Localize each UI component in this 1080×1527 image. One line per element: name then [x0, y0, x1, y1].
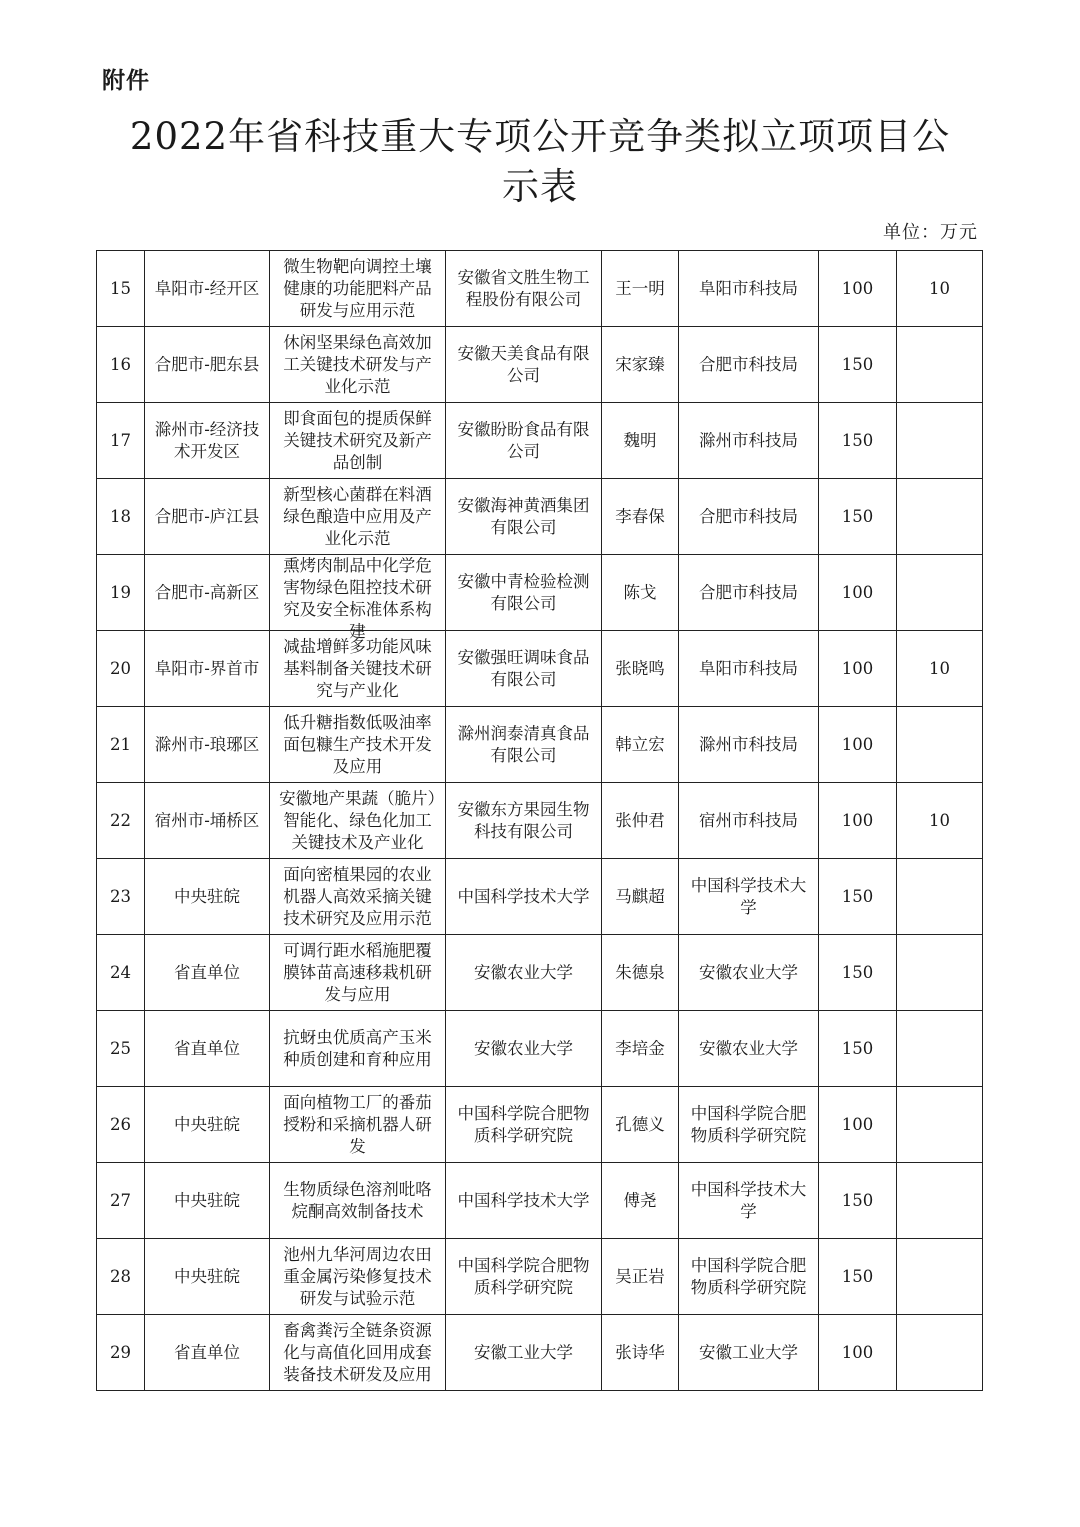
- cell-funding-amount-text: 100: [841, 278, 874, 298]
- cell-undertaking-unit: [446, 859, 602, 935]
- cell-project-leader: [602, 1239, 679, 1315]
- page-title-line-1: 2022年省科技重大专项公开竞争类拟立项项目公: [129, 115, 951, 158]
- page-title: [100, 112, 980, 212]
- cell-undertaking-unit: [446, 1087, 602, 1163]
- cell-project-leader: [602, 1087, 679, 1163]
- cell-project-leader: [602, 403, 679, 479]
- cell-number-text: 28: [110, 1266, 131, 1286]
- cell-competent-department-text: 合肥市科技局: [699, 354, 798, 374]
- cell-competent-department-text: 中国科学技术大学: [690, 1179, 807, 1221]
- cell-project-name-text: 面向密植果园的农业机器人高效采摘关键技术研究及应用示范: [283, 864, 432, 928]
- cell-region-text: 合肥市-肥东县: [154, 354, 260, 374]
- cell-project-leader-text: 陈戈: [623, 582, 657, 602]
- cell-region: [145, 327, 270, 403]
- cell-funding-amount-text: 150: [841, 354, 874, 374]
- cell-competent-department-text: 中国科学技术大学: [690, 875, 807, 917]
- cell-project-leader: [602, 327, 679, 403]
- cell-number-text: 21: [110, 734, 131, 754]
- cell-project-leader: [602, 1011, 679, 1087]
- cell-supplementary-funding: [897, 1011, 983, 1087]
- cell-undertaking-unit: [446, 1011, 602, 1087]
- cell-undertaking-unit-text: 安徽天美食品有限公司: [457, 343, 590, 385]
- cell-project-name: [270, 631, 446, 707]
- cell-number: [97, 1315, 145, 1391]
- cell-competent-department: [679, 555, 819, 631]
- cell-number-text: 17: [110, 430, 131, 450]
- cell-funding-amount: [819, 859, 897, 935]
- cell-funding-amount: [819, 935, 897, 1011]
- cell-funding-amount-text: 100: [841, 1342, 874, 1362]
- cell-project-leader: [602, 935, 679, 1011]
- cell-funding-amount: [819, 555, 897, 631]
- cell-number-text: 26: [110, 1114, 131, 1134]
- cell-region: [145, 1087, 270, 1163]
- cell-supplementary-funding: [897, 1087, 983, 1163]
- cell-region: [145, 707, 270, 783]
- cell-competent-department: [679, 1011, 819, 1087]
- cell-undertaking-unit: [446, 1315, 602, 1391]
- cell-region: [145, 1239, 270, 1315]
- cell-project-leader: [602, 783, 679, 859]
- cell-competent-department: [679, 1239, 819, 1315]
- cell-undertaking-unit: [446, 631, 602, 707]
- cell-number: [97, 1163, 145, 1239]
- table-row: [97, 707, 983, 783]
- cell-number-text: 24: [110, 962, 131, 982]
- cell-competent-department-text: 中国科学院合肥物质科学研究院: [690, 1255, 807, 1297]
- cell-undertaking-unit-text: 中国科学院合肥物质科学研究院: [457, 1255, 590, 1297]
- cell-project-name: [270, 859, 446, 935]
- cell-region-text: 省直单位: [174, 962, 240, 982]
- cell-project-name-text: 休闲坚果绿色高效加工关键技术研发与产业化示范: [283, 332, 432, 396]
- cell-undertaking-unit: [446, 555, 602, 631]
- cell-undertaking-unit: [446, 1163, 602, 1239]
- cell-supplementary-funding: [897, 1163, 983, 1239]
- table-row: [97, 327, 983, 403]
- cell-region-text: 省直单位: [174, 1342, 240, 1362]
- table-row: [97, 783, 983, 859]
- cell-region: [145, 403, 270, 479]
- cell-undertaking-unit: [446, 251, 602, 327]
- cell-number: [97, 403, 145, 479]
- cell-number-text: 18: [110, 506, 131, 526]
- cell-undertaking-unit-text: 中国科学技术大学: [457, 1190, 590, 1210]
- cell-project-name: [270, 707, 446, 783]
- cell-funding-amount-text: 150: [841, 886, 874, 906]
- cell-region: [145, 783, 270, 859]
- cell-funding-amount: [819, 783, 897, 859]
- cell-region-text: 阜阳市-界首市: [154, 658, 260, 678]
- cell-project-leader: [602, 479, 679, 555]
- cell-undertaking-unit: [446, 783, 602, 859]
- cell-project-name-text: 面向植物工厂的番茄授粉和采摘机器人研发: [283, 1092, 432, 1156]
- cell-number: [97, 327, 145, 403]
- cell-competent-department: [679, 631, 819, 707]
- cell-project-name: [270, 1315, 446, 1391]
- cell-number: [97, 783, 145, 859]
- cell-number-text: 29: [110, 1342, 131, 1362]
- cell-project-name-text: 微生物靶向调控土壤健康的功能肥料产品研发与应用示范: [283, 256, 432, 320]
- cell-undertaking-unit: [446, 327, 602, 403]
- page-title-line-2: 示表: [502, 165, 578, 208]
- cell-number-text: 15: [110, 278, 131, 298]
- cell-supplementary-funding: [897, 859, 983, 935]
- cell-funding-amount: [819, 1163, 897, 1239]
- cell-undertaking-unit-text: 安徽海神黄酒集团有限公司: [457, 495, 590, 537]
- table-row: [97, 631, 983, 707]
- cell-competent-department-text: 安徽农业大学: [699, 962, 798, 982]
- cell-project-name: [270, 935, 446, 1011]
- cell-project-leader-text: 韩立宏: [615, 734, 665, 754]
- cell-funding-amount-text: 100: [841, 810, 874, 830]
- cell-competent-department-text: 安徽工业大学: [699, 1342, 798, 1362]
- cell-number: [97, 479, 145, 555]
- cell-funding-amount: [819, 1315, 897, 1391]
- cell-number: [97, 631, 145, 707]
- cell-undertaking-unit-text: 中国科学技术大学: [457, 886, 590, 906]
- cell-project-name-text: 即食面包的提质保鲜关键技术研究及新产品创制: [283, 408, 432, 472]
- cell-project-leader: [602, 251, 679, 327]
- cell-funding-amount-text: 150: [841, 1266, 874, 1286]
- cell-number-text: 19: [110, 582, 131, 602]
- cell-region: [145, 1011, 270, 1087]
- cell-supplementary-funding-text: 10: [929, 278, 950, 298]
- table-row: [97, 251, 983, 327]
- cell-number: [97, 707, 145, 783]
- table-row: [97, 1315, 983, 1391]
- cell-supplementary-funding: [897, 631, 983, 707]
- cell-region-text: 滁州市-经济技术开发区: [154, 419, 260, 461]
- cell-project-leader-text: 朱德泉: [615, 962, 665, 982]
- cell-region: [145, 859, 270, 935]
- cell-project-name-text: 低升糖指数低吸油率面包糠生产技术开发及应用: [283, 712, 432, 776]
- cell-number: [97, 251, 145, 327]
- cell-funding-amount-text: 100: [841, 734, 874, 754]
- cell-region-text: 滁州市-琅琊区: [154, 734, 260, 754]
- cell-supplementary-funding: [897, 935, 983, 1011]
- cell-funding-amount-text: 150: [841, 506, 874, 526]
- cell-supplementary-funding: [897, 1315, 983, 1391]
- cell-undertaking-unit-text: 安徽盼盼食品有限公司: [457, 419, 590, 461]
- cell-project-name: [270, 403, 446, 479]
- attachment-label: 附件: [102, 68, 150, 94]
- table-row: [97, 1011, 983, 1087]
- cell-project-name-text: 生物质绿色溶剂吡咯烷酮高效制备技术: [283, 1179, 432, 1221]
- cell-funding-amount: [819, 707, 897, 783]
- cell-undertaking-unit-text: 安徽东方果园生物科技有限公司: [457, 799, 590, 841]
- project-table: [96, 250, 983, 1391]
- cell-region-text: 中央驻皖: [174, 1114, 240, 1134]
- cell-supplementary-funding: [897, 403, 983, 479]
- cell-supplementary-funding-text: 10: [929, 810, 950, 830]
- cell-project-name: [270, 783, 446, 859]
- cell-project-name: [270, 1163, 446, 1239]
- cell-competent-department: [679, 1087, 819, 1163]
- cell-undertaking-unit: [446, 479, 602, 555]
- cell-project-name-text: 减盐增鲜多功能风味基料制备关键技术研究与产业化: [283, 636, 432, 700]
- cell-competent-department: [679, 403, 819, 479]
- cell-funding-amount-text: 150: [841, 1038, 874, 1058]
- cell-project-leader: [602, 859, 679, 935]
- cell-competent-department: [679, 859, 819, 935]
- cell-project-name-text: 安徽地产果蔬（脆片）智能化、绿色化加工关键技术及产业化: [279, 788, 436, 852]
- cell-region: [145, 555, 270, 631]
- cell-number-text: 20: [110, 658, 131, 678]
- cell-project-leader: [602, 1315, 679, 1391]
- cell-undertaking-unit-text: 中国科学院合肥物质科学研究院: [457, 1103, 590, 1145]
- cell-region-text: 合肥市-庐江县: [154, 506, 260, 526]
- cell-project-leader-text: 马麒超: [615, 886, 665, 906]
- cell-project-name-text: 熏烤肉制品中化学危害物绿色阻控技术研究及安全标准体系构建: [283, 556, 432, 641]
- cell-undertaking-unit-text: 安徽工业大学: [474, 1342, 573, 1362]
- cell-supplementary-funding: [897, 555, 983, 631]
- cell-project-leader-text: 张诗华: [615, 1342, 665, 1362]
- cell-project-leader-text: 宋家臻: [615, 354, 665, 374]
- cell-supplementary-funding: [897, 251, 983, 327]
- cell-project-name: [270, 1011, 446, 1087]
- cell-undertaking-unit-text: 滁州润泰清真食品有限公司: [457, 723, 590, 765]
- cell-project-name: [270, 1239, 446, 1315]
- cell-supplementary-funding: [897, 783, 983, 859]
- table-row: [97, 1087, 983, 1163]
- cell-supplementary-funding: [897, 479, 983, 555]
- cell-competent-department: [679, 1315, 819, 1391]
- table-row: [97, 935, 983, 1011]
- cell-supplementary-funding: [897, 1239, 983, 1315]
- cell-undertaking-unit: [446, 403, 602, 479]
- cell-project-name-text: 抗蚜虫优质高产玉米种质创建和育种应用: [283, 1027, 432, 1069]
- cell-undertaking-unit-text: 安徽中青检验检测有限公司: [457, 571, 590, 613]
- cell-supplementary-funding: [897, 327, 983, 403]
- cell-project-leader-text: 李培金: [615, 1038, 665, 1058]
- cell-project-leader-text: 张仲君: [615, 810, 665, 830]
- cell-funding-amount: [819, 1011, 897, 1087]
- cell-project-name-text: 池州九华河周边农田重金属污染修复技术研发与试验示范: [283, 1244, 432, 1308]
- cell-number-text: 22: [110, 810, 131, 830]
- cell-supplementary-funding-text: 10: [929, 658, 950, 678]
- cell-number-text: 25: [110, 1038, 131, 1058]
- cell-region-text: 中央驻皖: [174, 1266, 240, 1286]
- cell-funding-amount-text: 150: [841, 430, 874, 450]
- cell-undertaking-unit: [446, 1239, 602, 1315]
- cell-project-leader-text: 魏明: [623, 430, 657, 450]
- cell-project-name-text: 新型核心菌群在料酒绿色酿造中应用及产业化示范: [283, 484, 432, 548]
- cell-funding-amount: [819, 1087, 897, 1163]
- cell-project-name-text: 可调行距水稻施肥覆膜钵苗高速移栽机研发与应用: [283, 940, 432, 1004]
- cell-project-leader-text: 吴正岩: [615, 1266, 665, 1286]
- cell-project-leader-text: 孔德义: [615, 1114, 665, 1134]
- cell-undertaking-unit: [446, 707, 602, 783]
- cell-number-text: 16: [110, 354, 131, 374]
- cell-region: [145, 1163, 270, 1239]
- cell-region-text: 省直单位: [174, 1038, 240, 1058]
- cell-funding-amount-text: 100: [841, 658, 874, 678]
- cell-competent-department: [679, 479, 819, 555]
- cell-number: [97, 1011, 145, 1087]
- cell-supplementary-funding: [897, 707, 983, 783]
- cell-competent-department-text: 中国科学院合肥物质科学研究院: [690, 1103, 807, 1145]
- unit-label: 单位：万元: [883, 222, 978, 243]
- cell-undertaking-unit-text: 安徽农业大学: [474, 962, 573, 982]
- cell-number: [97, 555, 145, 631]
- cell-funding-amount: [819, 1239, 897, 1315]
- cell-funding-amount: [819, 251, 897, 327]
- cell-competent-department: [679, 707, 819, 783]
- table-row: [97, 1163, 983, 1239]
- cell-region-text: 阜阳市-经开区: [154, 278, 260, 298]
- cell-competent-department: [679, 327, 819, 403]
- table-row: [97, 1239, 983, 1315]
- table-row: [97, 859, 983, 935]
- cell-project-name: [270, 251, 446, 327]
- cell-region-text: 合肥市-高新区: [154, 582, 260, 602]
- cell-region-text: 中央驻皖: [174, 886, 240, 906]
- cell-region: [145, 251, 270, 327]
- cell-funding-amount: [819, 403, 897, 479]
- cell-funding-amount-text: 150: [841, 1190, 874, 1210]
- cell-number: [97, 1087, 145, 1163]
- cell-region-text: 宿州市-埇桥区: [154, 810, 260, 830]
- cell-undertaking-unit-text: 安徽省文胜生物工程股份有限公司: [457, 267, 590, 309]
- cell-undertaking-unit-text: 安徽农业大学: [474, 1038, 573, 1058]
- cell-number-text: 27: [110, 1190, 131, 1210]
- cell-competent-department-text: 合肥市科技局: [699, 582, 798, 602]
- cell-funding-amount: [819, 479, 897, 555]
- cell-competent-department-text: 阜阳市科技局: [699, 658, 798, 678]
- cell-project-name: [270, 555, 446, 641]
- cell-competent-department: [679, 1163, 819, 1239]
- cell-number: [97, 935, 145, 1011]
- cell-competent-department-text: 宿州市科技局: [699, 810, 798, 830]
- cell-funding-amount: [819, 631, 897, 707]
- table-row: [97, 479, 983, 555]
- cell-project-leader-text: 李春保: [615, 506, 665, 526]
- cell-project-name: [270, 327, 446, 403]
- cell-region: [145, 1315, 270, 1391]
- cell-funding-amount: [819, 327, 897, 403]
- cell-competent-department-text: 合肥市科技局: [699, 506, 798, 526]
- cell-number: [97, 859, 145, 935]
- cell-funding-amount-text: 100: [841, 582, 874, 602]
- cell-project-name: [270, 479, 446, 555]
- cell-project-leader: [602, 707, 679, 783]
- cell-number: [97, 1239, 145, 1315]
- cell-undertaking-unit-text: 安徽强旺调味食品有限公司: [457, 647, 590, 689]
- cell-project-name-text: 畜禽粪污全链条资源化与高值化回用成套装备技术研发及应用: [283, 1320, 432, 1384]
- cell-number-text: 23: [110, 886, 131, 906]
- cell-competent-department-text: 滁州市科技局: [699, 430, 798, 450]
- cell-region-text: 中央驻皖: [174, 1190, 240, 1210]
- cell-region: [145, 479, 270, 555]
- project-table-body: [97, 251, 983, 1391]
- table-row: [97, 555, 983, 631]
- cell-funding-amount-text: 150: [841, 962, 874, 982]
- cell-project-leader: [602, 1163, 679, 1239]
- cell-project-leader-text: 傅尧: [623, 1190, 657, 1210]
- cell-project-leader: [602, 555, 679, 631]
- cell-project-leader-text: 王一明: [615, 278, 665, 298]
- cell-project-leader: [602, 631, 679, 707]
- cell-region: [145, 631, 270, 707]
- cell-competent-department-text: 安徽农业大学: [699, 1038, 798, 1058]
- cell-region: [145, 935, 270, 1011]
- cell-competent-department-text: 阜阳市科技局: [699, 278, 798, 298]
- cell-undertaking-unit: [446, 935, 602, 1011]
- cell-project-name: [270, 1087, 446, 1163]
- cell-competent-department: [679, 783, 819, 859]
- cell-competent-department: [679, 251, 819, 327]
- cell-funding-amount-text: 100: [841, 1114, 874, 1134]
- table-row: [97, 403, 983, 479]
- cell-competent-department: [679, 935, 819, 1011]
- cell-competent-department-text: 滁州市科技局: [699, 734, 798, 754]
- cell-project-leader-text: 张晓鸣: [615, 658, 665, 678]
